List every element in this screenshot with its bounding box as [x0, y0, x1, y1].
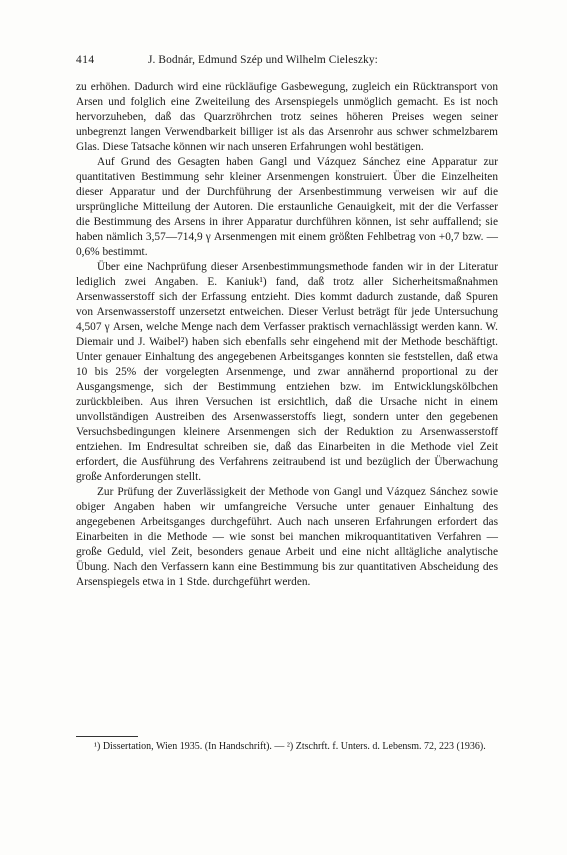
paragraph: zu erhöhen. Dadurch wird eine rückläufige Gasbewegung, zugleich ein Rücktransport von Arsen und folglich eine Zweiteilung des Arsenspiegels unmöglich gemacht. Es ist noch hervorzuheben, daß das Quarzröhrchen trotz seines höheren Preises wegen seiner unbegrenzt langen Verwendbarkeit billiger ist als das Arsenrohr aus schwer schmelzbarem Glas. Diese Tatsache können wir nach unseren Erfahrungen wohl bestätigen. [76, 81, 498, 153]
page-header [76, 52, 496, 68]
paragraph: Über eine Nachprüfung dieser Arsenbestimmungsmethode fanden wir in der Literatur lediglich zwei Angaben. E. Kaniuk¹) fand, daß trotz aller Sicherheitsmaßnahmen Arsenwasserstoff sich der Erfassung entzieht. Dies kommt dadurch zustande, daß Spuren von Arsenwasserstoff unzersetzt entweichen. Dieser Verlust beträgt für jede Untersuchung 4,507 γ Arsen, welche Menge nach dem Verfasser praktisch vernachlässigt werden kann. W. Diemair und J. Waibel²) haben sich ebenfalls sehr eingehend mit der Methode beschäftigt. Unter genauer Einhaltung des angegebenen Arbeitsganges konnten sie feststellen, daß etwa 10 bis 25% der vorgelegten Arsenmenge, und zwar annähernd proportional zu der Ausgangsmenge, sich der Bestimmung entziehen bzw. im Entwicklungskölbchen zurückbleiben. Aus ihren Versuchen ist ersichtlich, daß die Ursache nicht in einem unvollständigen Austreiben des Arsenwasserstoffs liegt, sondern unter den gegebenen Versuchsbedingungen kleinere Arsenmengen sich der Reduktion zu Arsenwasserstoff entziehen. Im Endresultat schreiben sie, daß das Einarbeiten in die Methode viel Zeit erfordert, die Ausführung des Verfahrens zeitraubend ist und bezüglich der Überwachung große Anforderungen stellt. [76, 261, 498, 483]
footnote-divider [76, 736, 138, 737]
paragraph: Auf Grund des Gesagten haben Gangl und Vázquez Sánchez eine Apparatur zur quantitativen Bestimmung sehr kleiner Arsenmengen konstruiert. Über die Einzelheiten dieser Apparatur und der Durchführung der Arsenbestimmung verweisen wir auf die ursprüngliche Mitteilung der Autoren. Die erstaunliche Genauigkeit, mit der die Verfasser die Bestimmung des Arsens in ihrer Apparatur durchführen können, ist sehr auffallend; sie haben nämlich 3,57—714,9 γ Arsenmengen mit einem größten Fehlbetrag von +0,7 bzw. —0,6% bestimmt. [76, 156, 498, 258]
footnote-text: ¹) Dissertation, Wien 1935. (In Handschrift). — ²) Ztschrft. f. Unters. d. Lebensm. 72, 223 (1936). [94, 741, 486, 752]
page-number: 414 [76, 54, 95, 66]
body-text [76, 80, 498, 590]
paragraph: Zur Prüfung der Zuverlässigkeit der Methode von Gangl und Vázquez Sánchez sowie obiger Angaben haben wir umfangreiche Versuche unter genauer Einhaltung des angegebenen Arbeitsganges durchgeführt. Auch nach unseren Erfahrungen erfordert das Einarbeiten in die Methode — wie sonst bei manchen mikroquantitativen Verfahren — große Geduld, viel Zeit, besonders genaue Arbeit und eine nicht alltägliche analytische Übung. Nach den Verfassern kann eine Bestimmung bis zur quantitativen Abscheidung des Arsenspiegels etwa in 1 Stde. durchgeführt werden. [76, 486, 498, 588]
running-title: J. Bodnár, Edmund Szép und Wilhelm Cieleszky: [148, 54, 378, 66]
footnote [76, 740, 498, 754]
